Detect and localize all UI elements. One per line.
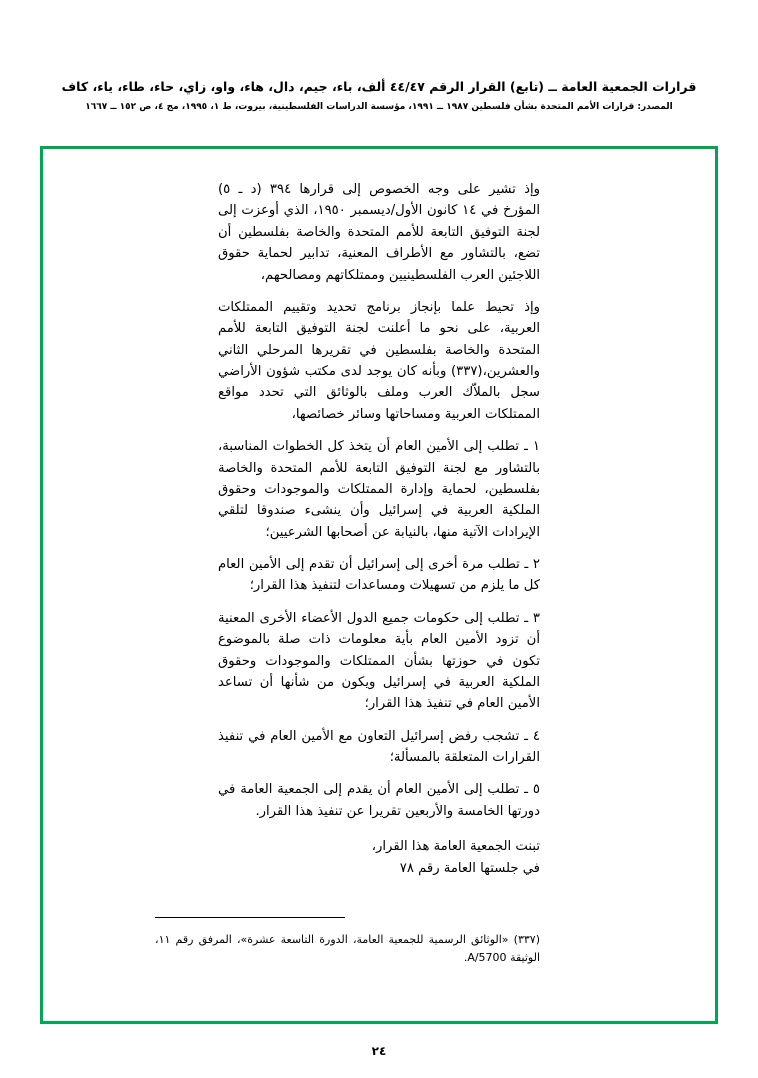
paragraph: ٥ ـ تطلب إلى الأمين العام أن يقدم إلى الجمعية العامة في دورتها الخامسة والأربعين تقريرا عن تنفيذ هذا القرار. [218, 782, 540, 819]
closing-block [218, 836, 540, 879]
paragraph: وإذ تشير على وجه الخصوص إلى قرارها ٣٩٤ (د ـ ٥) المؤرخ في ١٤ كانون الأول/ديسمبر ١٩٥٠، الذي أوعزت إلى لجنة التوفيق التابعة للأمم المتحدة والخاصة بفلسطين أن تضع، بالتشاور مع الأطراف المعنية، تدابير لحماية حقوق اللاجئين العرب الفلسطينيين وممتلكاتهم ومصالحهم، [218, 182, 540, 283]
document-body [218, 179, 540, 879]
page-number: ٢٤ [371, 1044, 387, 1058]
footnote-divider [155, 917, 345, 918]
closing-line: في جلستها العامة رقم ٧٨ [399, 860, 540, 876]
paragraph: ٤ ـ تشجب رفض إسرائيل التعاون مع الأمين العام في تنفيذ القرارات المتعلقة بالمسألة؛ [218, 728, 540, 765]
paragraph: ٢ ـ تطلب مرة أخرى إلى إسرائيل أن تقدم إلى الأمين العام كل ما يلزم من تسهيلات ومساعدات لتنفيذ هذا القرار؛ [218, 557, 540, 594]
footnote-text: (٣٣٧) «الوثائق الرسمية للجمعية العامة، الدورة التاسعة عشرة»، المرفق رقم ١١، [155, 933, 540, 946]
green-content-frame [40, 146, 718, 1024]
paragraph: ٣ ـ تطلب إلى حكومات جميع الدول الأعضاء الأخرى المعنية أن تزود الأمين العام بأية معلومات ذات صلة بالموضوع تكون في حوزتها بشأن الممتلكات والموجودات وحقوق الملكية العربية في إسرائيل ويكون من شأنها أن تساعد الأمين العام في تنفيذ هذا القرار؛ [218, 610, 540, 712]
closing-line: تبنت الجمعية العامة هذا القرار، [371, 839, 540, 855]
paragraph: وإذ تحيط علما بإنجاز برنامج تحديد وتقييم الممتلكات العربية، على نحو ما أعلنت لجنة التوفيق التابعة للأمم المتحدة والخاصة بفلسطين في تقريرها المرحلي الثاني والعشرين،(٣٣٧) وبأنه كان يوجد لدى مكتب شؤون الأراضي سجل بالملاّك العرب وملف بالوثائق التي تحدد مواقع الممتلكات العربية ومساحاتها وسائر خصائصها، [218, 299, 540, 422]
page-header [0, 78, 758, 112]
header-title: قرارات الجمعية العامة ــ (تابع) القرار الرقم ٤٤/٤٧ ألف، باء، جيم، دال، هاء، واو، زاي، حاء، طاء، ياء، كاف [61, 79, 697, 94]
footnote-doc-code: A/5700 [467, 950, 507, 964]
footnote: (٣٣٧) «الوثائق الرسمية للجمعية العامة، الدورة التاسعة عشرة»، المرفق رقم ١١، الوثيقة A/5700. [155, 933, 540, 964]
paragraph: ١ ـ تطلب إلى الأمين العام أن يتخذ كل الخطوات المناسبة، بالتشاور مع لجنة التوفيق التابعة للأمم المتحدة والخاصة بفلسطين، لحماية وإدارة الممتلكات والموجودات وحقوق الملكية العربية في إسرائيل وأن ينشىء صندوقا لتلقي الإيرادات الآتية منها، بالنيابة عن أصحابها الشرعيين؛ [218, 439, 540, 540]
footnote-label: الوثيقة [510, 950, 540, 964]
header-source: المصدر: قرارات الأمم المتحدة بشأن فلسطين ١٩٨٧ ــ ١٩٩١، مؤسسة الدراسات الفلسطينية، بيروت، ط ١، ١٩٩٥، مج ٤، ص ١٥٢ ــ ١٦٦٧ [85, 101, 673, 112]
